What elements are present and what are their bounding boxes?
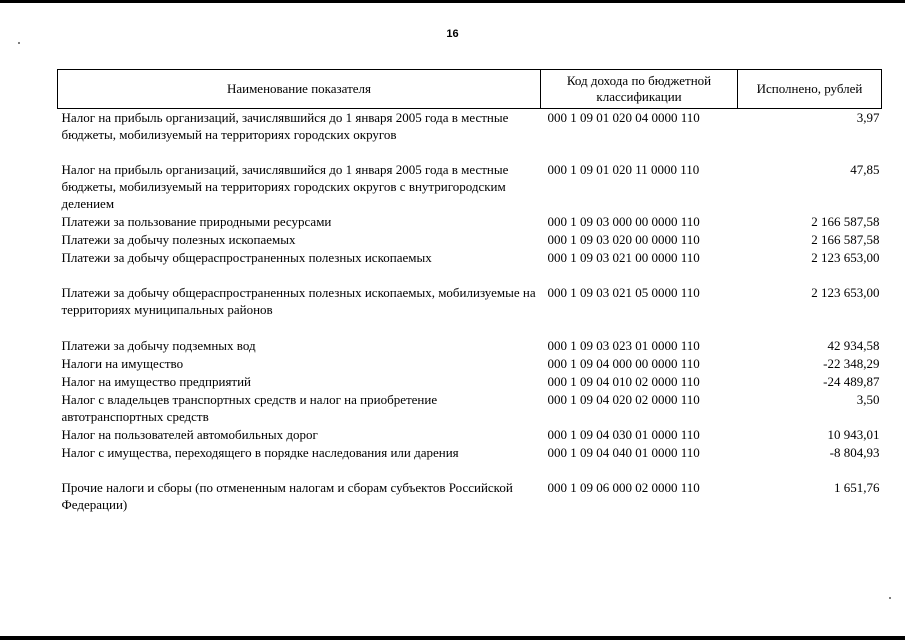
table-row bbox=[58, 231, 882, 249]
top-scan-border bbox=[0, 0, 905, 3]
bottom-scan-border bbox=[0, 636, 905, 640]
row-name: Прочие налоги и сборы (по отмененным налогам и сборам субъектов Российской Федерации) bbox=[61, 480, 513, 512]
row-code: 000 1 09 03 020 00 0000 110 bbox=[547, 232, 700, 247]
row-code: 000 1 09 03 000 00 0000 110 bbox=[547, 214, 700, 229]
report-table bbox=[57, 69, 882, 514]
row-name: Платежи за добычу общераспространенных полезных ископаемых bbox=[61, 250, 432, 265]
report-table-container bbox=[57, 69, 881, 514]
row-code: 000 1 09 01 020 11 0000 110 bbox=[547, 162, 700, 177]
row-code: 000 1 09 04 030 01 0000 110 bbox=[547, 427, 700, 442]
table-row bbox=[58, 284, 882, 337]
table-body bbox=[58, 109, 882, 515]
row-code: 000 1 09 06 000 02 0000 110 bbox=[547, 480, 700, 495]
row-amount: 42 934,58 bbox=[827, 338, 880, 353]
row-code: 000 1 09 04 020 02 0000 110 bbox=[547, 392, 700, 407]
row-name: Платежи за пользование природными ресурсами bbox=[61, 214, 332, 229]
table-row bbox=[58, 213, 882, 231]
row-amount: 2 123 653,00 bbox=[811, 285, 880, 300]
row-amount: 2 166 587,58 bbox=[811, 232, 880, 247]
row-amount: 10 943,01 bbox=[827, 427, 880, 442]
row-code: 000 1 09 01 020 04 0000 110 bbox=[547, 110, 700, 125]
row-code: 000 1 09 03 021 00 0000 110 bbox=[547, 250, 700, 265]
row-code: 000 1 09 04 000 00 0000 110 bbox=[547, 356, 700, 371]
table-row bbox=[58, 337, 882, 355]
row-amount: -22 348,29 bbox=[823, 356, 880, 371]
scan-speck bbox=[18, 42, 20, 44]
row-code: 000 1 09 04 010 02 0000 110 bbox=[547, 374, 700, 389]
row-name: Налоги на имущество bbox=[61, 356, 184, 371]
row-amount: 3,97 bbox=[856, 110, 880, 125]
row-amount: -24 489,87 bbox=[823, 374, 880, 389]
table-row bbox=[58, 391, 882, 426]
row-name: Налог на имущество предприятий bbox=[61, 374, 252, 389]
row-code: 000 1 09 03 021 05 0000 110 bbox=[547, 285, 700, 300]
row-name: Налог на прибыль организаций, зачислявшийся до 1 января 2005 года в местные бюджеты, мобилизуемый на территориях городских округов с внутригородским делением bbox=[61, 162, 509, 211]
row-name: Платежи за добычу подземных вод bbox=[61, 338, 256, 353]
row-code: 000 1 09 04 040 01 0000 110 bbox=[547, 445, 700, 460]
row-name: Налог с имущества, переходящего в порядке наследования или дарения bbox=[61, 445, 459, 460]
row-name: Налог на прибыль организаций, зачислявшийся до 1 января 2005 года в местные бюджеты, мобилизуемый на территориях городских округов bbox=[61, 110, 509, 142]
row-name: Налог на пользователей автомобильных дорог bbox=[61, 427, 318, 442]
row-code: 000 1 09 03 023 01 0000 110 bbox=[547, 338, 700, 353]
table-row bbox=[58, 479, 882, 514]
table-row bbox=[58, 373, 882, 391]
row-name: Платежи за добычу общераспространенных полезных ископаемых, мобилизуемые на территориях муниципальных районов bbox=[61, 285, 536, 317]
table-row bbox=[58, 161, 882, 213]
table-header bbox=[58, 70, 882, 109]
table-header-row bbox=[58, 70, 882, 109]
table-row bbox=[58, 444, 882, 479]
table-row bbox=[58, 109, 882, 162]
row-amount: 47,85 bbox=[850, 162, 880, 177]
table-row bbox=[58, 249, 882, 284]
column-header-name: Наименование показателя bbox=[58, 70, 541, 109]
scan-speck bbox=[889, 597, 891, 599]
row-name: Налог с владельцев транспортных средств и налог на приобретение автотранспортных средств bbox=[61, 392, 438, 424]
row-name: Платежи за добычу полезных ископаемых bbox=[61, 232, 296, 247]
table-row bbox=[58, 355, 882, 373]
row-amount: -8 804,93 bbox=[829, 445, 880, 460]
column-header-amount: Исполнено, рублей bbox=[738, 70, 882, 109]
column-header-code: Код дохода по бюджетной классификации bbox=[541, 70, 738, 109]
row-amount: 3,50 bbox=[856, 392, 880, 407]
table-row bbox=[58, 426, 882, 444]
page-number: 16 bbox=[446, 28, 459, 40]
row-amount: 2 123 653,00 bbox=[811, 250, 880, 265]
row-amount: 2 166 587,58 bbox=[811, 214, 880, 229]
row-amount: 1 651,76 bbox=[834, 480, 880, 495]
